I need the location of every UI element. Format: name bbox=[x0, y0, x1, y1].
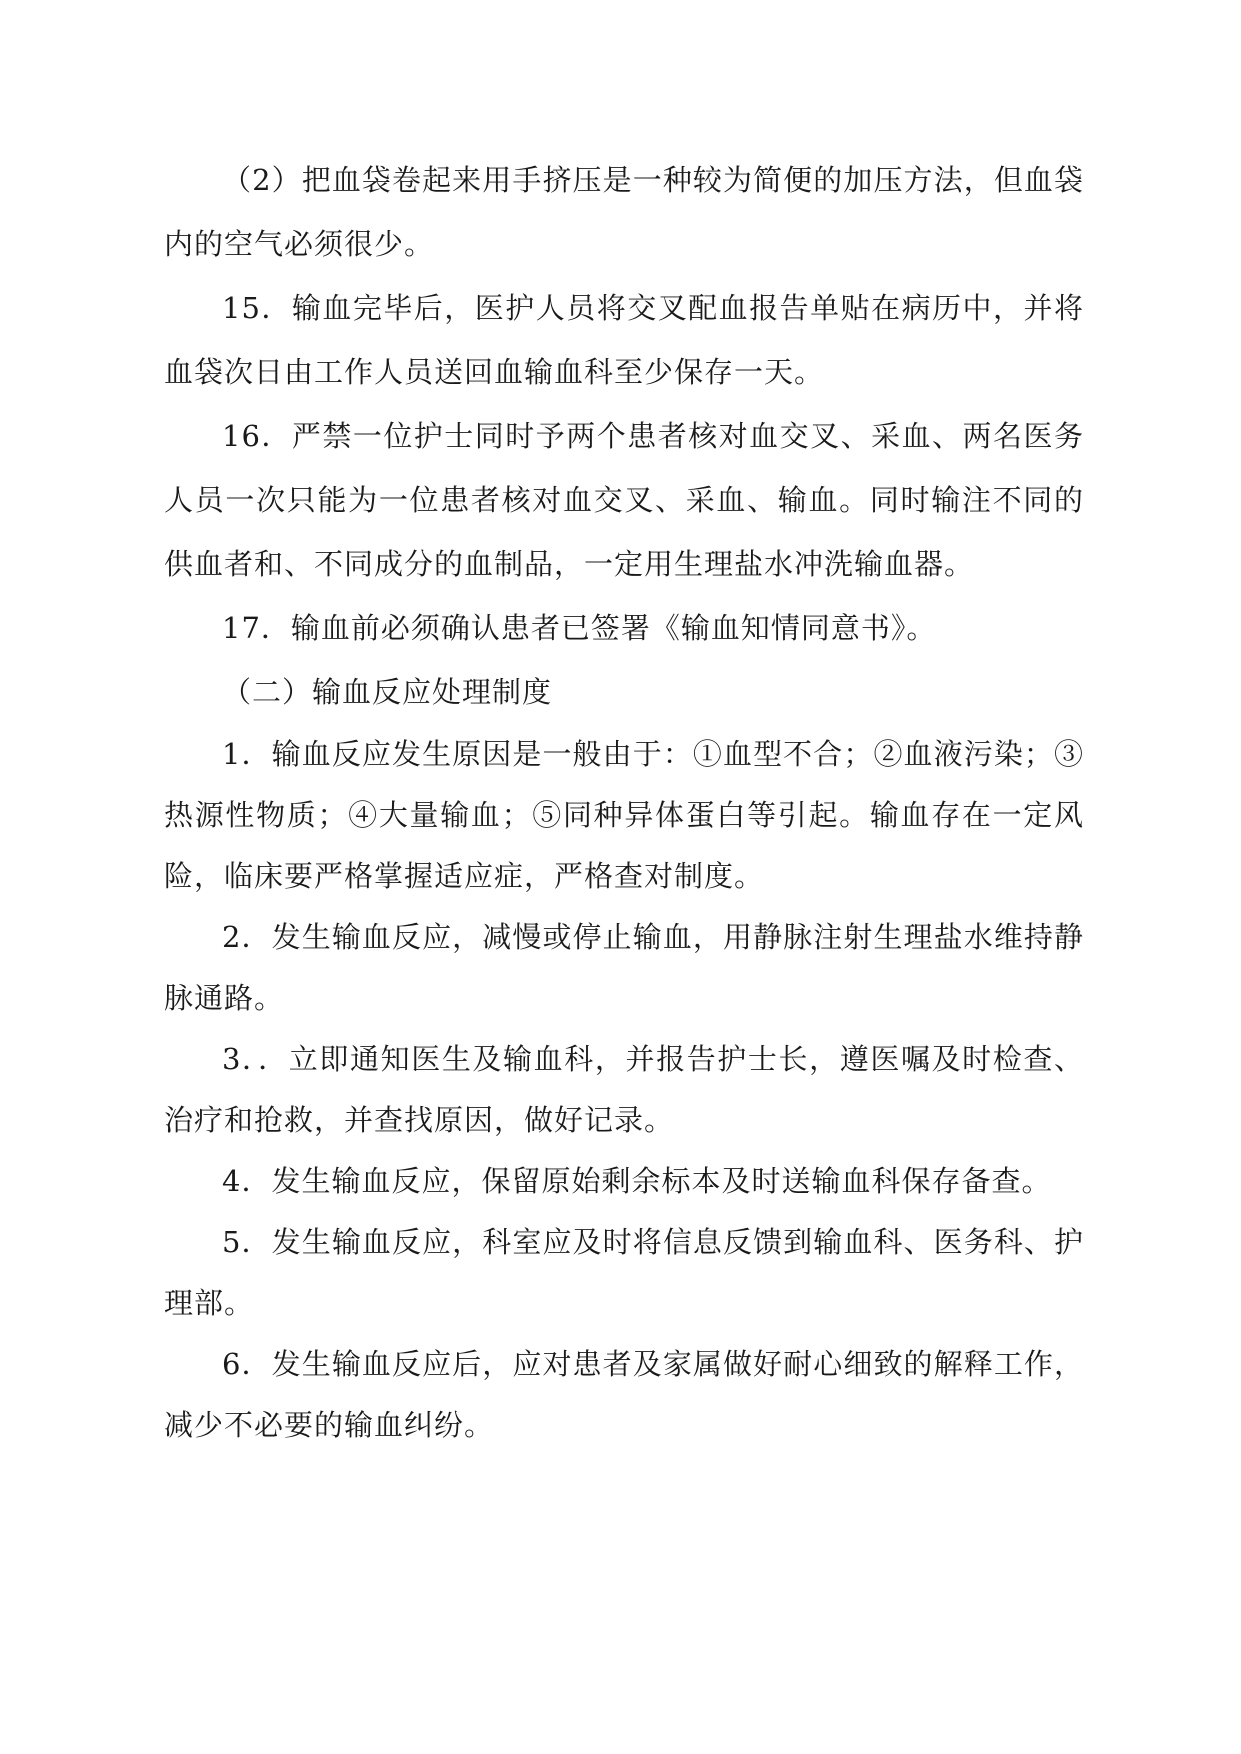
paragraph-item-16: 16．严禁一位护士同时予两个患者核对血交叉、采血、两名医务人员一次只能为一位患者核对血交叉、采血、输血。同时输注不同的供血者和、不同成分的血制品，一定用生理盐水冲洗输血器。 bbox=[164, 419, 1084, 581]
document-body bbox=[164, 148, 1084, 1456]
paragraph-reaction-5: 5．发生输血反应，科室应及时将信息反馈到输血科、医务科、护理部。 bbox=[164, 1225, 1084, 1320]
section-heading-transfusion-reaction: （二）输血反应处理制度 bbox=[222, 675, 553, 709]
paragraph-item-15: 15．输血完毕后，医护人员将交叉配血报告单贴在病历中，并将血袋次日由工作人员送回血输血科至少保存一天。 bbox=[164, 291, 1084, 389]
paragraph-pressurize-blood-bag: （2）把血袋卷起来用手挤压是一种较为简便的加压方法，但血袋内的空气必须很少。 bbox=[164, 163, 1084, 261]
paragraph-reaction-3: 3．．立即通知医生及输血科，并报告护士长，遵医嘱及时检查、治疗和抢救，并查找原因，做好记录。 bbox=[164, 1042, 1084, 1137]
paragraph-reaction-6: 6．发生输血反应后，应对患者及家属做好耐心细致的解释工作，减少不必要的输血纠纷。 bbox=[164, 1347, 1084, 1442]
paragraph-item-17: 17．输血前必须确认患者已签署《输血知情同意书》。 bbox=[222, 611, 937, 645]
paragraph-reaction-2: 2．发生输血反应，减慢或停止输血，用静脉注射生理盐水维持静脉通路。 bbox=[164, 920, 1084, 1015]
paragraph-reaction-1: 1．输血反应发生原因是一般由于：①血型不合；②血液污染；③热源性物质；④大量输血；⑤同种异体蛋白等引起。输血存在一定风险，临床要严格掌握适应症，严格查对制度。 bbox=[164, 737, 1084, 893]
paragraph-reaction-4: 4．发生输血反应，保留原始剩余标本及时送输血科保存备查。 bbox=[222, 1164, 1052, 1198]
